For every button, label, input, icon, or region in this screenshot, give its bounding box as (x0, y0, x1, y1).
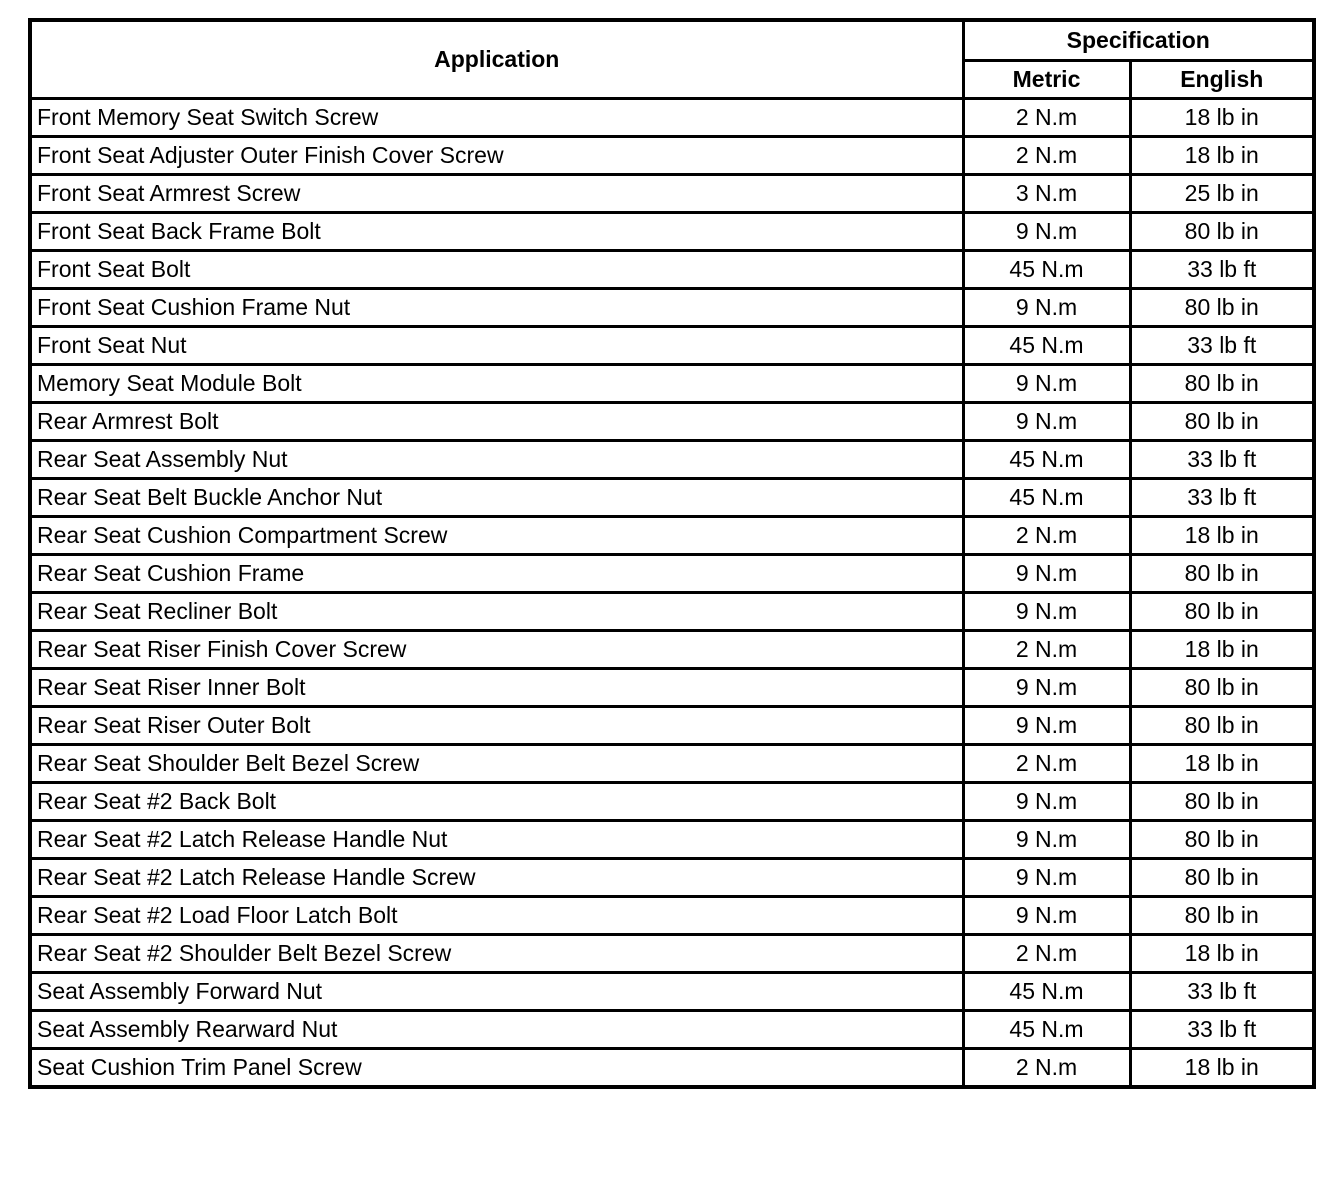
cell-english: 80 lb in (1130, 783, 1314, 821)
cell-application: Front Seat Back Frame Bolt (30, 213, 963, 251)
cell-metric: 9 N.m (963, 289, 1130, 327)
cell-english: 33 lb ft (1130, 973, 1314, 1011)
table-row (30, 479, 1314, 517)
cell-application: Front Seat Nut (30, 327, 963, 365)
cell-metric: 45 N.m (963, 441, 1130, 479)
cell-application: Rear Seat Cushion Frame (30, 555, 963, 593)
cell-metric: 9 N.m (963, 213, 1130, 251)
cell-metric: 3 N.m (963, 175, 1130, 213)
cell-metric: 9 N.m (963, 593, 1130, 631)
cell-english: 18 lb in (1130, 935, 1314, 973)
cell-application: Front Seat Bolt (30, 251, 963, 289)
table-body (30, 99, 1314, 1088)
table-row (30, 783, 1314, 821)
table-row (30, 289, 1314, 327)
table-row (30, 973, 1314, 1011)
cell-metric: 9 N.m (963, 365, 1130, 403)
cell-application: Seat Assembly Rearward Nut (30, 1011, 963, 1049)
cell-metric: 9 N.m (963, 403, 1130, 441)
table-row (30, 251, 1314, 289)
cell-metric: 2 N.m (963, 1049, 1130, 1088)
cell-metric: 9 N.m (963, 783, 1130, 821)
cell-english: 33 lb ft (1130, 1011, 1314, 1049)
header-english: English (1130, 61, 1314, 99)
cell-english: 33 lb ft (1130, 441, 1314, 479)
cell-metric: 9 N.m (963, 669, 1130, 707)
table-row (30, 631, 1314, 669)
table-row (30, 707, 1314, 745)
cell-application: Rear Seat Riser Finish Cover Screw (30, 631, 963, 669)
cell-metric: 45 N.m (963, 251, 1130, 289)
cell-application: Front Seat Adjuster Outer Finish Cover Screw (30, 137, 963, 175)
cell-application: Rear Seat #2 Load Floor Latch Bolt (30, 897, 963, 935)
table-row (30, 669, 1314, 707)
table-row (30, 859, 1314, 897)
cell-metric: 9 N.m (963, 821, 1130, 859)
cell-metric: 2 N.m (963, 631, 1130, 669)
cell-application: Memory Seat Module Bolt (30, 365, 963, 403)
table-row (30, 593, 1314, 631)
cell-application: Rear Seat Shoulder Belt Bezel Screw (30, 745, 963, 783)
cell-english: 80 lb in (1130, 707, 1314, 745)
cell-english: 80 lb in (1130, 289, 1314, 327)
cell-application: Rear Seat Recliner Bolt (30, 593, 963, 631)
cell-application: Front Seat Cushion Frame Nut (30, 289, 963, 327)
header-application: Application (30, 20, 963, 99)
cell-english: 33 lb ft (1130, 251, 1314, 289)
cell-english: 33 lb ft (1130, 327, 1314, 365)
table-row (30, 403, 1314, 441)
cell-application: Rear Seat Riser Inner Bolt (30, 669, 963, 707)
table-row (30, 137, 1314, 175)
cell-metric: 2 N.m (963, 99, 1130, 137)
table-row (30, 1049, 1314, 1088)
cell-english: 80 lb in (1130, 213, 1314, 251)
table-row (30, 935, 1314, 973)
cell-english: 18 lb in (1130, 745, 1314, 783)
table-row (30, 327, 1314, 365)
cell-application: Rear Seat Assembly Nut (30, 441, 963, 479)
cell-english: 80 lb in (1130, 897, 1314, 935)
cell-application: Seat Assembly Forward Nut (30, 973, 963, 1011)
cell-application: Rear Seat Belt Buckle Anchor Nut (30, 479, 963, 517)
cell-english: 25 lb in (1130, 175, 1314, 213)
table-row (30, 555, 1314, 593)
cell-metric: 9 N.m (963, 707, 1130, 745)
table-row (30, 517, 1314, 555)
cell-english: 80 lb in (1130, 593, 1314, 631)
cell-english: 18 lb in (1130, 1049, 1314, 1088)
table-row (30, 441, 1314, 479)
cell-english: 80 lb in (1130, 365, 1314, 403)
table-row (30, 213, 1314, 251)
cell-english: 18 lb in (1130, 137, 1314, 175)
table-row (30, 821, 1314, 859)
cell-metric: 9 N.m (963, 555, 1130, 593)
cell-metric: 9 N.m (963, 859, 1130, 897)
cell-metric: 45 N.m (963, 1011, 1130, 1049)
cell-application: Rear Seat #2 Latch Release Handle Nut (30, 821, 963, 859)
cell-metric: 45 N.m (963, 973, 1130, 1011)
cell-english: 80 lb in (1130, 669, 1314, 707)
table-header (30, 20, 1314, 99)
cell-metric: 2 N.m (963, 137, 1130, 175)
cell-metric: 45 N.m (963, 327, 1130, 365)
cell-application: Front Memory Seat Switch Screw (30, 99, 963, 137)
cell-english: 18 lb in (1130, 99, 1314, 137)
cell-application: Seat Cushion Trim Panel Screw (30, 1049, 963, 1088)
header-row-top (30, 20, 1314, 61)
cell-english: 18 lb in (1130, 517, 1314, 555)
cell-metric: 2 N.m (963, 517, 1130, 555)
table-row (30, 365, 1314, 403)
cell-application: Rear Armrest Bolt (30, 403, 963, 441)
table-row (30, 99, 1314, 137)
table-row (30, 897, 1314, 935)
cell-english: 33 lb ft (1130, 479, 1314, 517)
cell-application: Rear Seat #2 Shoulder Belt Bezel Screw (30, 935, 963, 973)
cell-application: Front Seat Armrest Screw (30, 175, 963, 213)
table-row (30, 745, 1314, 783)
table-row (30, 1011, 1314, 1049)
table-row (30, 175, 1314, 213)
cell-application: Rear Seat Riser Outer Bolt (30, 707, 963, 745)
cell-english: 80 lb in (1130, 403, 1314, 441)
cell-english: 18 lb in (1130, 631, 1314, 669)
header-specification: Specification (963, 20, 1314, 61)
torque-spec-table (28, 18, 1316, 1089)
cell-english: 80 lb in (1130, 859, 1314, 897)
cell-english: 80 lb in (1130, 555, 1314, 593)
cell-english: 80 lb in (1130, 821, 1314, 859)
cell-metric: 9 N.m (963, 897, 1130, 935)
cell-metric: 45 N.m (963, 479, 1130, 517)
cell-metric: 2 N.m (963, 745, 1130, 783)
cell-metric: 2 N.m (963, 935, 1130, 973)
cell-application: Rear Seat #2 Latch Release Handle Screw (30, 859, 963, 897)
cell-application: Rear Seat Cushion Compartment Screw (30, 517, 963, 555)
cell-application: Rear Seat #2 Back Bolt (30, 783, 963, 821)
header-metric: Metric (963, 61, 1130, 99)
